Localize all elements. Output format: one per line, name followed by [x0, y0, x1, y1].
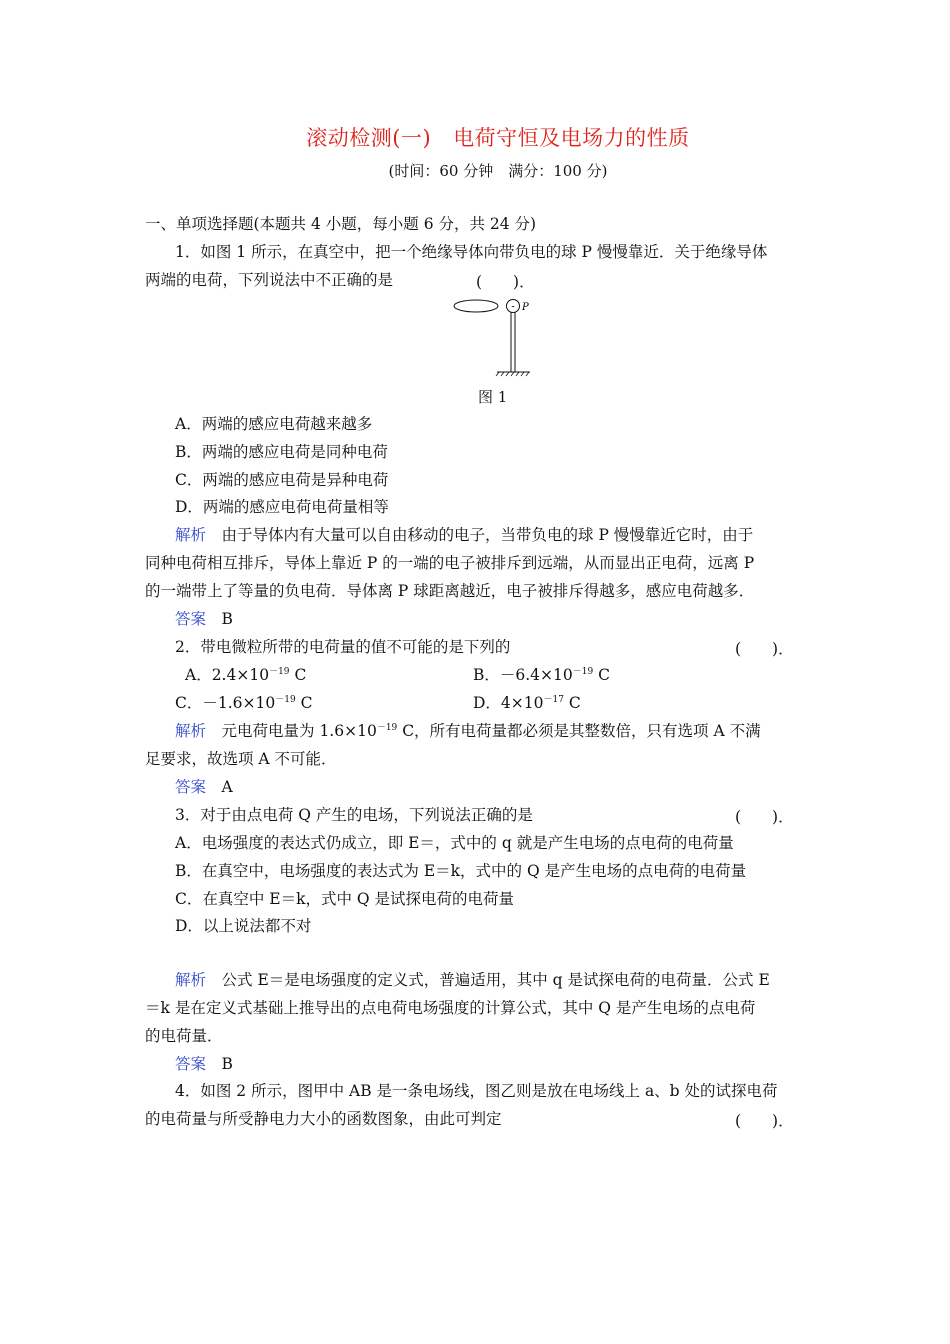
figure-1-caption: 图 1: [478, 388, 508, 406]
q2-answer: 答案 A: [175, 778, 233, 796]
conductor-sphere-diagram: [450, 295, 540, 385]
q2-option-b: B．$-6.4\times 10^{-19}$ C: [473, 666, 611, 684]
analysis-label: 解析: [175, 526, 207, 544]
q1-option-b: B．两端的感应电荷是同种电荷: [175, 443, 388, 461]
q4-answer-paren: ( )．: [735, 1112, 794, 1130]
q1-answer: 答案 B: [175, 610, 233, 628]
q3-answer-paren: ( )．: [735, 808, 794, 826]
q1-stem-line2: 两端的电荷，下列说法中不正确的是: [145, 271, 394, 289]
q3-option-d: D．以上说法都不对: [175, 917, 312, 935]
q2-option-c: C．$-1.6\times 10^{-19}$ C: [175, 694, 313, 712]
q1-answer-paren: ( )．: [476, 273, 535, 291]
q1-analysis-line2: 同种电荷相互排斥，导体上靠近 P 的一端的电子被排斥到远端，从而显出正电荷，远离 P: [145, 554, 755, 572]
q3-stem: 3．对于由点电荷 Q 产生的电场，下列说法正确的是: [175, 806, 533, 824]
q4-stem-line2: 的电荷量与所受静电力大小的函数图象，由此可判定: [145, 1110, 502, 1128]
answer-label: 答案: [175, 610, 207, 628]
q1-analysis-line1: 解析 由于导体内有大量可以自由移动的电子，当带负电的球 P 慢慢靠近它时，由于: [175, 526, 754, 544]
q1-analysis-line3: 的一端带上了等量的负电荷．导体离 P 球距离越近，电子被排斥得越多，感应电荷越多．: [145, 582, 755, 600]
q1-option-a: A．两端的感应电荷越来越多: [175, 415, 373, 433]
page-subtitle: (时间：60 分钟 满分：100 分): [388, 162, 608, 180]
page-title: [0, 122, 950, 152]
q3-answer: 答案 B: [175, 1055, 233, 1073]
q2-analysis-line2: 足要求，故选项 A 不可能．: [145, 750, 337, 768]
q2-option-d: D．$4\times 10^{-17}$ C: [473, 694, 581, 712]
sphere-label: P: [522, 302, 529, 313]
q3-analysis-line2: ＝k 是在定义式基础上推导出的点电荷电场强度的计算公式，其中 Q 是产生电场的点电荷: [145, 999, 756, 1017]
q2-answer-paren: ( )．: [735, 640, 794, 658]
insulated-conductor: [454, 300, 498, 312]
title-part1: 滚动检测(一): [306, 126, 432, 150]
q4-stem-line1: 4．如图 2 所示，图甲中 AB 是一条电场线，图乙则是放在电场线上 a、b 处的试探电荷: [175, 1082, 778, 1100]
q1-stem-line1: 1．如图 1 所示，在真空中，把一个绝缘导体向带负电的球 P 慢慢靠近．关于绝缘导体: [175, 243, 768, 261]
q3-option-c: C．在真空中 E＝k，式中 Q 是试探电荷的电荷量: [175, 890, 515, 908]
q3-option-b: B．在真空中，电场强度的表达式为 E＝k，式中的 Q 是产生电场的点电荷的电荷量: [175, 862, 747, 880]
figure-1: [450, 295, 540, 385]
section-heading: 一、单项选择题(本题共 4 小题，每小题 6 分，共 24 分): [145, 215, 537, 233]
q3-option-a: A．电场强度的表达式仍成立，即 E＝，式中的 q 就是产生电场的点电荷的电荷量: [175, 834, 734, 852]
q1-option-d: D．两端的感应电荷电荷量相等: [175, 498, 389, 516]
q3-analysis-line1: 解析 公式 E＝是电场强度的定义式，普遍适用，其中 q 是试探电荷的电荷量．公式 E: [175, 971, 770, 989]
q1-option-c: C．两端的感应电荷是异种电荷: [175, 471, 389, 489]
title-part2: 电荷守恒及电场力的性质: [453, 126, 690, 150]
q2-stem: 2．带电微粒所带的电荷量的值不可能的是下列的: [175, 638, 511, 656]
q2-analysis-line1: 解析 元电荷电量为 $1.6\times 10^{-19}$ C，所有电荷量都必须是其整数倍，只有选项 A 不满: [175, 722, 761, 740]
q3-analysis-line3: 的电荷量．: [145, 1027, 223, 1045]
sphere-charge-sign: -: [511, 301, 515, 313]
ground-hatching: [496, 372, 529, 376]
q2-option-a: A．$2.4\times 10^{-19}$ C: [185, 666, 307, 684]
